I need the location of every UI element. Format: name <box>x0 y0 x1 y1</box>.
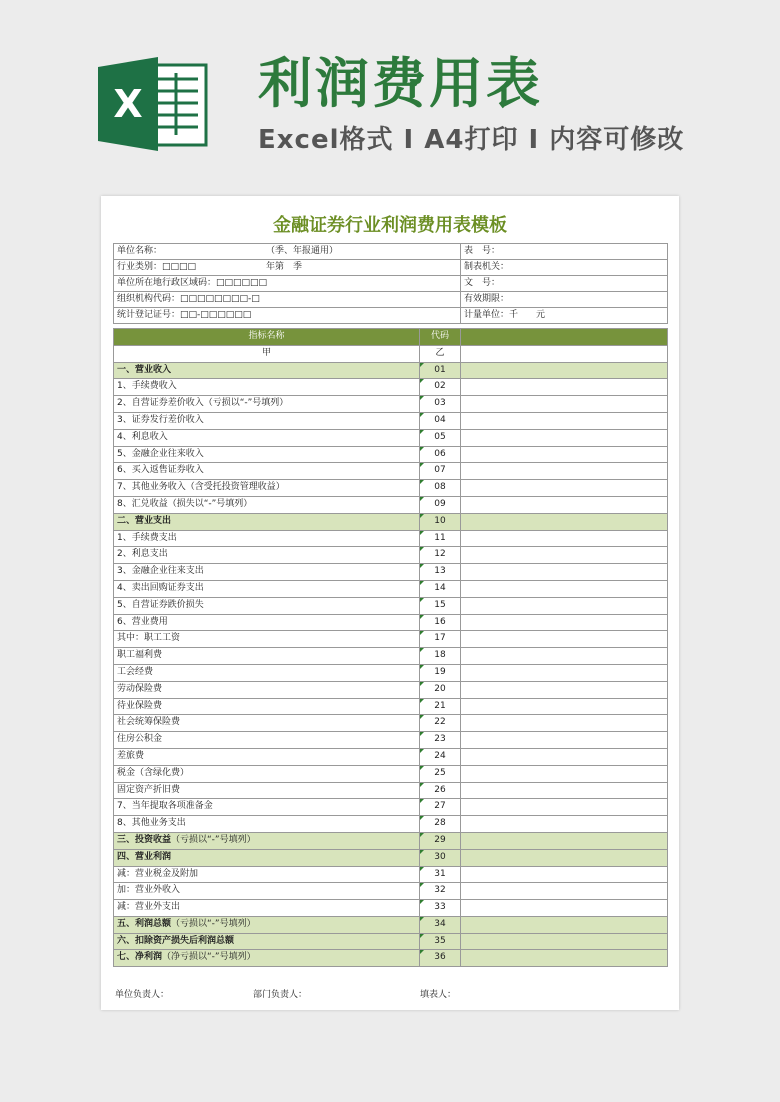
row-code: 28 <box>434 818 446 829</box>
row-value-cell[interactable] <box>461 615 668 632</box>
row-name-cell[interactable] <box>114 682 420 699</box>
row-name-cell[interactable] <box>114 615 420 632</box>
text-format-marker-icon <box>420 648 424 652</box>
row-name-cell[interactable] <box>114 749 420 766</box>
row-name-suffix: （亏损以“-”号填列） <box>171 834 256 845</box>
text-format-marker-icon <box>420 783 424 787</box>
row-name: 8、汇兑收益（损失以“-”号填列） <box>117 498 253 509</box>
table-row <box>114 581 668 598</box>
row-value-cell[interactable] <box>461 934 668 951</box>
row-value-cell[interactable] <box>461 699 668 716</box>
row-name: 四、营业利润 <box>117 851 172 862</box>
excel-icon-letter: X <box>113 82 143 126</box>
row-value-cell[interactable] <box>461 883 668 900</box>
row-value-cell[interactable] <box>461 581 668 598</box>
row-name-cell[interactable] <box>114 379 420 396</box>
header-cell-left[interactable] <box>114 244 461 260</box>
table-row <box>114 413 668 430</box>
row-value-cell[interactable] <box>461 715 668 732</box>
row-name-cell[interactable] <box>114 665 420 682</box>
row-code: 13 <box>434 566 446 577</box>
row-code: 04 <box>434 414 446 425</box>
row-value-cell[interactable] <box>461 598 668 615</box>
sheet-title: 金融证券行业利润费用表模板 <box>273 215 507 236</box>
header-left-label: 行业类别：□□□□ <box>117 262 197 272</box>
row-code-cell[interactable] <box>420 867 461 884</box>
row-name: 5、自营证券跌价损失 <box>117 599 204 610</box>
row-name-cell[interactable] <box>114 766 420 783</box>
row-code-cell[interactable] <box>420 363 461 380</box>
text-format-marker-icon <box>420 867 424 871</box>
row-name-suffix: （亏损以“-”号填列） <box>171 918 256 929</box>
table-row <box>114 480 668 497</box>
text-format-marker-icon <box>420 732 424 736</box>
text-format-marker-icon <box>420 699 424 703</box>
text-format-marker-icon <box>420 447 424 451</box>
row-name: 1、手续费收入 <box>117 381 177 392</box>
text-format-marker-icon <box>420 715 424 719</box>
row-code-cell[interactable] <box>420 430 461 447</box>
row-code: 08 <box>434 482 446 493</box>
row-name: 减：营业外支出 <box>117 902 181 913</box>
table-row <box>114 598 668 615</box>
header-left-label: 单位所在地行政区域码：□□□□□□ <box>117 278 268 288</box>
header-row <box>114 308 668 324</box>
row-name: 6、买入返售证券收入 <box>117 465 204 476</box>
row-code-cell[interactable] <box>420 715 461 732</box>
row-code: 05 <box>434 431 446 442</box>
row-value-cell[interactable] <box>461 430 668 447</box>
row-value-cell[interactable] <box>461 665 668 682</box>
row-value-cell[interactable] <box>461 564 668 581</box>
row-name: 工会经费 <box>117 666 154 677</box>
row-name: 4、利息收入 <box>117 431 168 442</box>
row-name: 社会统筹保险费 <box>117 717 181 728</box>
row-code: 18 <box>434 650 446 661</box>
text-format-marker-icon <box>420 950 424 954</box>
table-row <box>114 547 668 564</box>
row-value-cell[interactable] <box>461 867 668 884</box>
row-name-cell[interactable] <box>114 363 420 380</box>
row-code: 36 <box>434 952 446 963</box>
table-row <box>114 648 668 665</box>
row-value-cell[interactable] <box>461 497 668 514</box>
row-code: 07 <box>434 465 446 476</box>
row-code-cell[interactable] <box>420 950 461 967</box>
text-format-marker-icon <box>420 816 424 820</box>
row-value-cell[interactable] <box>461 447 668 464</box>
table-row <box>114 883 668 900</box>
row-value-cell[interactable] <box>461 900 668 917</box>
column-subheader-code: 乙 <box>420 346 461 363</box>
text-format-marker-icon <box>420 850 424 854</box>
row-code: 20 <box>434 683 446 694</box>
row-name-cell[interactable] <box>114 867 420 884</box>
income-statement-table <box>113 328 668 967</box>
header-cell-right[interactable]: 有效期限： <box>461 292 668 308</box>
row-name: 劳动保险费 <box>117 683 163 694</box>
row-value-cell[interactable] <box>461 766 668 783</box>
row-code: 12 <box>434 549 446 560</box>
row-code-cell[interactable] <box>420 766 461 783</box>
row-name-cell[interactable] <box>114 850 420 867</box>
row-code-cell[interactable] <box>420 379 461 396</box>
row-name: 五、利润总额 <box>117 918 172 929</box>
row-name: 税金（含绿化费） <box>117 767 190 778</box>
header-info-grid <box>113 243 668 324</box>
row-code-cell[interactable] <box>420 413 461 430</box>
row-value-cell[interactable] <box>461 917 668 934</box>
header-row <box>114 244 668 260</box>
header-row <box>114 276 668 292</box>
row-name: 加：营业外收入 <box>117 885 181 896</box>
text-format-marker-icon <box>420 430 424 434</box>
text-format-marker-icon <box>420 900 424 904</box>
row-value-cell[interactable] <box>461 749 668 766</box>
header-row <box>114 292 668 308</box>
header-cell-left[interactable] <box>114 292 461 308</box>
table-row <box>114 430 668 447</box>
row-code-cell[interactable] <box>420 480 461 497</box>
row-code: 02 <box>434 381 446 392</box>
text-format-marker-icon <box>420 631 424 635</box>
row-code: 14 <box>434 582 446 593</box>
table-row <box>114 816 668 833</box>
table-row <box>114 497 668 514</box>
row-code-cell[interactable] <box>420 749 461 766</box>
row-value-cell[interactable] <box>461 833 668 850</box>
row-code: 17 <box>434 633 446 644</box>
column-subheader-name: 甲 <box>114 346 420 363</box>
table-row <box>114 715 668 732</box>
row-code-cell[interactable] <box>420 883 461 900</box>
table-row <box>114 766 668 783</box>
row-name-suffix: （净亏损以“-”号填列） <box>162 952 256 963</box>
row-value-cell[interactable] <box>461 682 668 699</box>
row-code-cell[interactable] <box>420 917 461 934</box>
text-format-marker-icon <box>420 749 424 753</box>
column-header-code: 代码 <box>420 329 461 346</box>
table-row <box>114 783 668 800</box>
row-value-cell[interactable] <box>461 799 668 816</box>
row-code: 09 <box>434 498 446 509</box>
column-header-value <box>461 329 668 346</box>
row-name: 一、营业收入 <box>117 364 172 375</box>
text-format-marker-icon <box>420 799 424 803</box>
text-format-marker-icon <box>420 497 424 501</box>
table-row-section <box>114 514 668 531</box>
row-value-cell[interactable] <box>461 850 668 867</box>
row-code-cell[interactable] <box>420 631 461 648</box>
row-code: 16 <box>434 616 446 627</box>
text-format-marker-icon <box>420 480 424 484</box>
row-name: 其中：职工工资 <box>117 633 181 644</box>
row-name-cell[interactable] <box>114 581 420 598</box>
text-format-marker-icon <box>420 917 424 921</box>
text-format-marker-icon <box>420 363 424 367</box>
row-name: 5、金融企业往来收入 <box>117 448 204 459</box>
table-subheader-row <box>114 346 668 363</box>
row-code-cell[interactable] <box>420 447 461 464</box>
row-name-cell[interactable] <box>114 715 420 732</box>
banner-title: 利润费用表 <box>258 52 543 115</box>
table-row-section <box>114 850 668 867</box>
row-value-cell[interactable] <box>461 648 668 665</box>
table-row <box>114 749 668 766</box>
table-row <box>114 631 668 648</box>
row-value-cell[interactable] <box>461 783 668 800</box>
row-name: 3、金融企业往来支出 <box>117 566 204 577</box>
text-format-marker-icon <box>420 682 424 686</box>
column-header-name: 指标名称 <box>114 329 420 346</box>
unit-head-label: 单位负责人： <box>115 990 170 1000</box>
text-format-marker-icon <box>420 463 424 467</box>
row-code-cell[interactable] <box>420 514 461 531</box>
banner-subtitle: Excel格式 Ⅰ A4打印 Ⅰ 内容可修改 <box>258 125 685 155</box>
table-row <box>114 682 668 699</box>
row-code-cell[interactable] <box>420 665 461 682</box>
row-name-cell[interactable] <box>114 648 420 665</box>
header-cell-right[interactable]: 表 号： <box>461 244 668 260</box>
table-header-row <box>114 329 668 346</box>
row-value-cell[interactable] <box>461 816 668 833</box>
row-code-cell[interactable] <box>420 934 461 951</box>
row-value-cell[interactable] <box>461 514 668 531</box>
row-name: 职工福利费 <box>117 650 163 661</box>
row-name-cell[interactable] <box>114 732 420 749</box>
header-mid-label: （季、年报通用） <box>266 246 339 256</box>
row-value-cell[interactable] <box>461 547 668 564</box>
row-code: 01 <box>434 364 446 375</box>
header-mid-label: 年第 季 <box>266 262 303 272</box>
row-code-cell[interactable] <box>420 396 461 413</box>
row-name: 8、其他业务支出 <box>117 818 186 829</box>
row-name-cell[interactable] <box>114 917 420 934</box>
row-name-cell[interactable] <box>114 816 420 833</box>
spreadsheet-page <box>101 196 679 1010</box>
table-row-section <box>114 950 668 967</box>
row-code: 30 <box>434 851 446 862</box>
row-code: 26 <box>434 784 446 795</box>
header-cell-left[interactable] <box>114 260 461 276</box>
table-row <box>114 665 668 682</box>
row-code: 33 <box>434 902 446 913</box>
text-format-marker-icon <box>420 581 424 585</box>
row-name-cell[interactable] <box>114 631 420 648</box>
text-format-marker-icon <box>420 564 424 568</box>
table-row-section <box>114 833 668 850</box>
row-code-cell[interactable] <box>420 850 461 867</box>
text-format-marker-icon <box>420 413 424 417</box>
row-code: 06 <box>434 448 446 459</box>
row-name-cell[interactable] <box>114 413 420 430</box>
table-row-section <box>114 363 668 380</box>
row-name-cell[interactable] <box>114 833 420 850</box>
table-row <box>114 732 668 749</box>
row-name-cell[interactable] <box>114 799 420 816</box>
row-name-cell[interactable] <box>114 883 420 900</box>
header-left-label: 单位名称： <box>117 246 163 256</box>
table-row <box>114 699 668 716</box>
row-name: 7、当年提取各项准备金 <box>117 801 213 812</box>
row-code-cell[interactable] <box>420 648 461 665</box>
header-left-label: 组织机构代码：□□□□□□□□-□ <box>117 294 260 304</box>
row-code: 22 <box>434 717 446 728</box>
row-code: 32 <box>434 885 446 896</box>
text-format-marker-icon <box>420 665 424 669</box>
row-code-cell[interactable] <box>420 564 461 581</box>
row-value-cell[interactable] <box>461 480 668 497</box>
row-name: 住房公积金 <box>117 734 163 745</box>
table-row <box>114 799 668 816</box>
row-name-cell[interactable] <box>114 564 420 581</box>
row-code-cell[interactable] <box>420 833 461 850</box>
text-format-marker-icon <box>420 833 424 837</box>
header-left-label: 统计登记证号：□□-□□□□□□ <box>117 310 252 320</box>
header-row <box>114 260 668 276</box>
table-row <box>114 564 668 581</box>
table-row <box>114 447 668 464</box>
row-code: 25 <box>434 767 446 778</box>
text-format-marker-icon <box>420 531 424 535</box>
row-name: 待业保险费 <box>117 700 163 711</box>
text-format-marker-icon <box>420 547 424 551</box>
text-format-marker-icon <box>420 514 424 518</box>
row-value-cell[interactable] <box>461 950 668 967</box>
row-name-cell[interactable] <box>114 396 420 413</box>
row-code: 27 <box>434 801 446 812</box>
header-cell-right[interactable]: 计量单位：千 元 <box>461 308 668 324</box>
row-code: 03 <box>434 398 446 409</box>
row-code-cell[interactable] <box>420 732 461 749</box>
row-code-cell[interactable] <box>420 547 461 564</box>
table-row <box>114 900 668 917</box>
row-name-cell[interactable] <box>114 430 420 447</box>
text-format-marker-icon <box>420 934 424 938</box>
row-name-cell[interactable] <box>114 783 420 800</box>
text-format-marker-icon <box>420 396 424 400</box>
row-code-cell[interactable] <box>420 615 461 632</box>
row-value-cell[interactable] <box>461 631 668 648</box>
table-row <box>114 396 668 413</box>
row-code: 15 <box>434 599 446 610</box>
row-code-cell[interactable] <box>420 900 461 917</box>
row-code: 34 <box>434 918 446 929</box>
row-name: 3、证券发行差价收入 <box>117 414 204 425</box>
row-name: 6、营业费用 <box>117 616 168 627</box>
text-format-marker-icon <box>420 766 424 770</box>
header-cell-right[interactable]: 制表机关： <box>461 260 668 276</box>
row-code: 10 <box>434 515 446 526</box>
row-code-cell[interactable] <box>420 497 461 514</box>
row-code-cell[interactable] <box>420 598 461 615</box>
row-code: 11 <box>434 532 446 543</box>
row-name-cell[interactable] <box>114 497 420 514</box>
row-code: 35 <box>434 935 446 946</box>
row-name: 1、手续费支出 <box>117 532 177 543</box>
row-code-cell[interactable] <box>420 581 461 598</box>
row-name: 差旅费 <box>117 750 145 761</box>
table-row <box>114 379 668 396</box>
row-name: 2、利息支出 <box>117 549 168 560</box>
row-value-cell[interactable] <box>461 463 668 480</box>
signature-footer <box>113 988 667 1002</box>
table-row-section <box>114 917 668 934</box>
row-value-cell[interactable] <box>461 379 668 396</box>
row-name: 固定资产折旧费 <box>117 784 181 795</box>
row-name: 六、扣除资产损失后利润总额 <box>117 935 235 946</box>
row-code: 19 <box>434 666 446 677</box>
row-name-cell[interactable] <box>114 547 420 564</box>
row-value-cell[interactable] <box>461 413 668 430</box>
table-row <box>114 463 668 480</box>
row-name-cell[interactable] <box>114 699 420 716</box>
row-code-cell[interactable] <box>420 783 461 800</box>
row-code-cell[interactable] <box>420 463 461 480</box>
filler-label: 填表人： <box>420 990 457 1000</box>
row-name-cell[interactable] <box>114 531 420 548</box>
row-value-cell[interactable] <box>461 396 668 413</box>
row-name: 4、卖出回购证券支出 <box>117 582 204 593</box>
row-code-cell[interactable] <box>420 699 461 716</box>
dept-head-label: 部门负责人： <box>253 990 308 1000</box>
row-code-cell[interactable] <box>420 682 461 699</box>
excel-icon <box>98 57 208 151</box>
row-code: 21 <box>434 700 446 711</box>
row-name-cell[interactable] <box>114 480 420 497</box>
row-name: 7、其他业务收入（含受托投资管理收益） <box>117 482 285 493</box>
table-row <box>114 615 668 632</box>
text-format-marker-icon <box>420 379 424 383</box>
row-name: 2、自营证券差价收入（亏损以“-”号填列） <box>117 398 289 409</box>
header-cell-left[interactable] <box>114 308 461 324</box>
row-code-cell[interactable] <box>420 799 461 816</box>
text-format-marker-icon <box>420 883 424 887</box>
row-value-cell[interactable] <box>461 363 668 380</box>
table-row-section <box>114 934 668 951</box>
row-name-cell[interactable] <box>114 598 420 615</box>
row-name-cell[interactable] <box>114 950 420 967</box>
row-name-cell[interactable] <box>114 514 420 531</box>
row-code: 24 <box>434 750 446 761</box>
table-row <box>114 531 668 548</box>
text-format-marker-icon <box>420 615 424 619</box>
row-code-cell[interactable] <box>420 816 461 833</box>
text-format-marker-icon <box>420 598 424 602</box>
row-code: 23 <box>434 734 446 745</box>
row-name: 二、营业支出 <box>117 515 172 526</box>
table-row <box>114 867 668 884</box>
header-cell-left[interactable] <box>114 276 461 292</box>
header-cell-right[interactable]: 文 号： <box>461 276 668 292</box>
row-name-cell[interactable] <box>114 900 420 917</box>
banner <box>0 0 780 190</box>
row-name: 七、净利润 <box>117 952 163 963</box>
row-name: 三、投资收益 <box>117 834 172 845</box>
row-value-cell[interactable] <box>461 531 668 548</box>
row-name-cell[interactable] <box>114 447 420 464</box>
row-name-cell[interactable] <box>114 934 420 951</box>
row-code: 29 <box>434 834 446 845</box>
row-code: 31 <box>434 868 446 879</box>
row-name: 减：营业税金及附加 <box>117 868 199 879</box>
row-value-cell[interactable] <box>461 732 668 749</box>
row-name-cell[interactable] <box>114 463 420 480</box>
row-code-cell[interactable] <box>420 531 461 548</box>
column-subheader-value <box>461 346 668 363</box>
